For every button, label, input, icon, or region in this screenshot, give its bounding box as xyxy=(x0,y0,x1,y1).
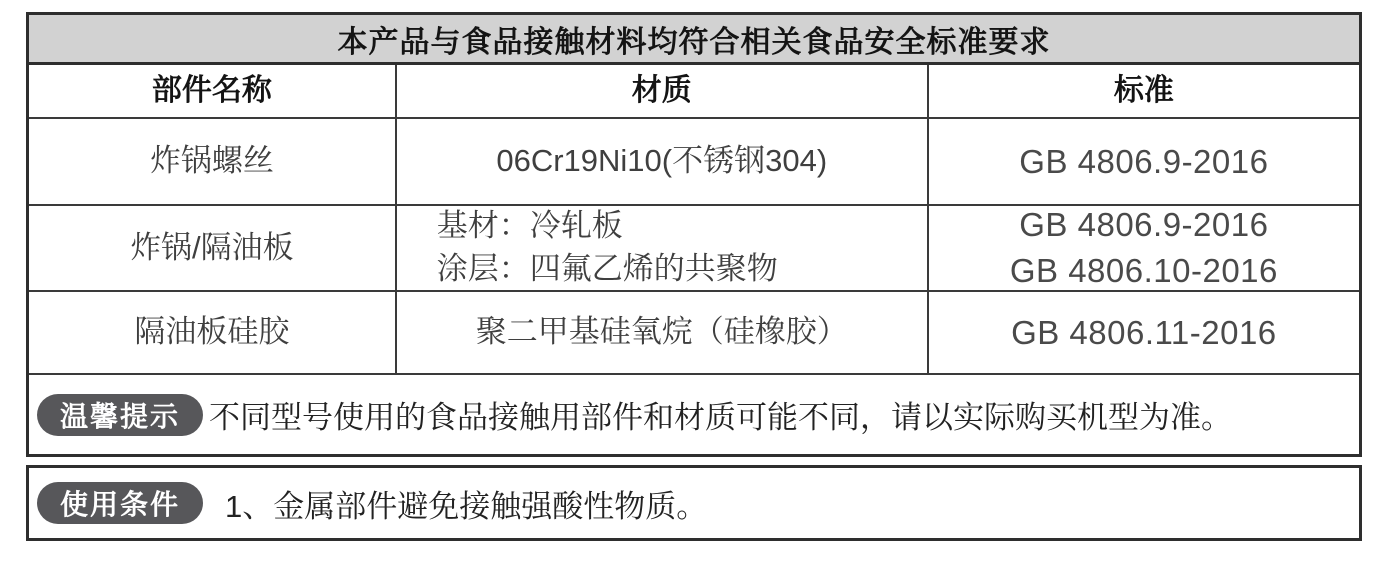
material-line-coating: 涂层：四氟乙烯的共聚物 xyxy=(436,251,778,286)
part-name-cell: 炸锅/隔油板 xyxy=(130,229,294,265)
column-header-part: 部件名称 xyxy=(151,74,272,108)
material-lines xyxy=(437,205,778,291)
column-header-material: 材质 xyxy=(395,65,927,117)
standard-cell xyxy=(927,292,1359,373)
part-name-cell: 炸锅螺丝 xyxy=(149,143,274,179)
standard-code: GB 4806.9-2016 xyxy=(1019,142,1269,180)
notice-text: 不同型号使用的食品接触用部件和材质可能不同，请以实际购买机型为准。 xyxy=(209,400,1232,435)
material-line-base: 基材：冷轧板 xyxy=(436,208,623,244)
material-cell xyxy=(395,206,927,290)
material-cell: 06Cr19Ni10(不锈钢304) xyxy=(395,119,927,204)
part-name-cell: 隔油板硅胶 xyxy=(134,314,290,350)
column-header-standard: 标准 xyxy=(927,65,1359,117)
usage-badge: 使用条件 xyxy=(37,482,203,524)
table-row xyxy=(29,290,1359,373)
standard-cell xyxy=(927,206,1359,290)
table-header-row xyxy=(29,65,1359,117)
food-safety-table xyxy=(26,12,1362,457)
standard-cell xyxy=(927,119,1359,204)
standard-lines xyxy=(1010,202,1278,293)
standard-code: GB 4806.9-2016 xyxy=(1019,206,1269,244)
material-cell: 聚二甲基硅氧烷（硅橡胶） xyxy=(395,292,927,373)
table-row xyxy=(29,117,1359,204)
usage-text: 1、金属部件避免接触强酸性物质。 xyxy=(225,488,708,524)
table-row xyxy=(29,204,1359,290)
notice-row xyxy=(29,373,1359,454)
notice-badge: 温馨提示 xyxy=(37,394,203,436)
usage-conditions-box xyxy=(26,465,1362,541)
standard-code: GB 4806.10-2016 xyxy=(1009,252,1278,289)
table-title: 本产品与食品接触材料均符合相关食品安全标准要求 xyxy=(29,15,1359,65)
manual-page xyxy=(26,12,1362,541)
standard-code: GB 4806.11-2016 xyxy=(1011,313,1277,351)
